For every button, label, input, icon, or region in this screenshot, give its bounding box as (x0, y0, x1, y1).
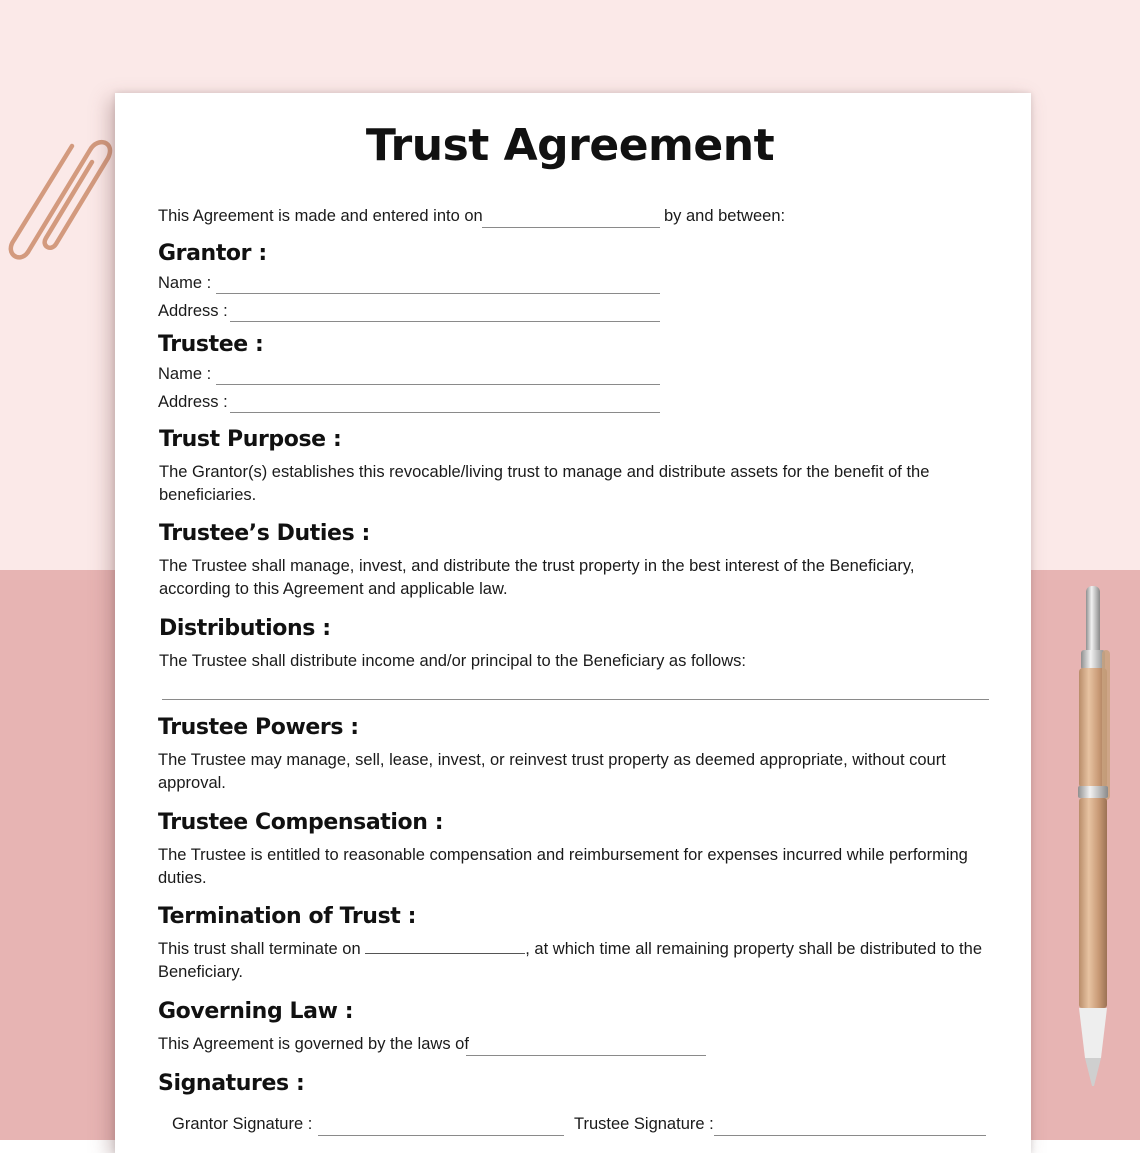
document-title: Trust Agreement (365, 120, 775, 171)
trustee-compensation-text: The Trustee is entitled to reasonable compensation and reimbursement for expenses incurred while performing duties. (158, 846, 968, 887)
grantor-name-label: Name : (158, 274, 212, 292)
grantor-address-label: Address : (158, 302, 228, 320)
trust-purpose-text: The Grantor(s) establishes this revocable/living trust to manage and distribute assets for the benefit of the beneficiaries. (159, 463, 930, 504)
distributions-heading: Distributions : (159, 616, 331, 641)
distributions-field[interactable] (162, 699, 989, 700)
trustee-address-field[interactable] (230, 412, 660, 413)
termination-heading: Termination of Trust : (158, 904, 417, 929)
signatures-heading: Signatures : (158, 1071, 305, 1096)
ballpoint-pen-icon (1068, 580, 1128, 1090)
trustee-powers-heading: Trustee Powers : (158, 715, 359, 740)
grantor-address-field[interactable] (230, 321, 660, 322)
agreement-date-field[interactable] (482, 227, 660, 228)
trustee-duties-text: The Trustee shall manage, invest, and distribute the trust property in the best interest of the Beneficiary, according to this Agreement and applicable law. (159, 557, 915, 598)
governing-law-heading: Governing Law : (158, 999, 354, 1024)
trustee-duties-heading: Trustee’s Duties : (159, 521, 370, 546)
intro-suffix: by and between: (664, 207, 786, 225)
governing-law-field[interactable] (466, 1055, 706, 1056)
termination-text-suffix: , at which time all remaining property shall be distributed to the Beneficiary. (158, 940, 982, 981)
distributions-text: The Trustee shall distribute income and/or principal to the Beneficiary as follows: (159, 652, 746, 670)
termination-text (158, 938, 988, 984)
grantor-signature-field[interactable] (318, 1135, 564, 1136)
trustee-signature-field[interactable] (714, 1135, 986, 1136)
trustee-name-label: Name : (158, 365, 212, 383)
trust-purpose-heading: Trust Purpose : (159, 427, 342, 452)
trustee-signature-label: Trustee Signature : (574, 1115, 714, 1133)
termination-date-field[interactable] (365, 939, 525, 954)
grantor-name-field[interactable] (216, 293, 660, 294)
trustee-name-field[interactable] (216, 384, 660, 385)
grantor-heading: Grantor : (158, 241, 267, 266)
intro-prefix: This Agreement is made and entered into on (158, 207, 483, 225)
termination-text-prefix: This trust shall terminate on (158, 940, 361, 958)
trustee-heading: Trustee : (158, 332, 264, 357)
grantor-signature-label: Grantor Signature : (172, 1115, 313, 1133)
trustee-powers-text: The Trustee may manage, sell, lease, invest, or reinvest trust property as deemed appropriate, without court approval. (158, 751, 946, 792)
trustee-address-label: Address : (158, 393, 228, 411)
trustee-compensation-heading: Trustee Compensation : (158, 810, 444, 835)
governing-law-text: This Agreement is governed by the laws of (158, 1035, 469, 1053)
